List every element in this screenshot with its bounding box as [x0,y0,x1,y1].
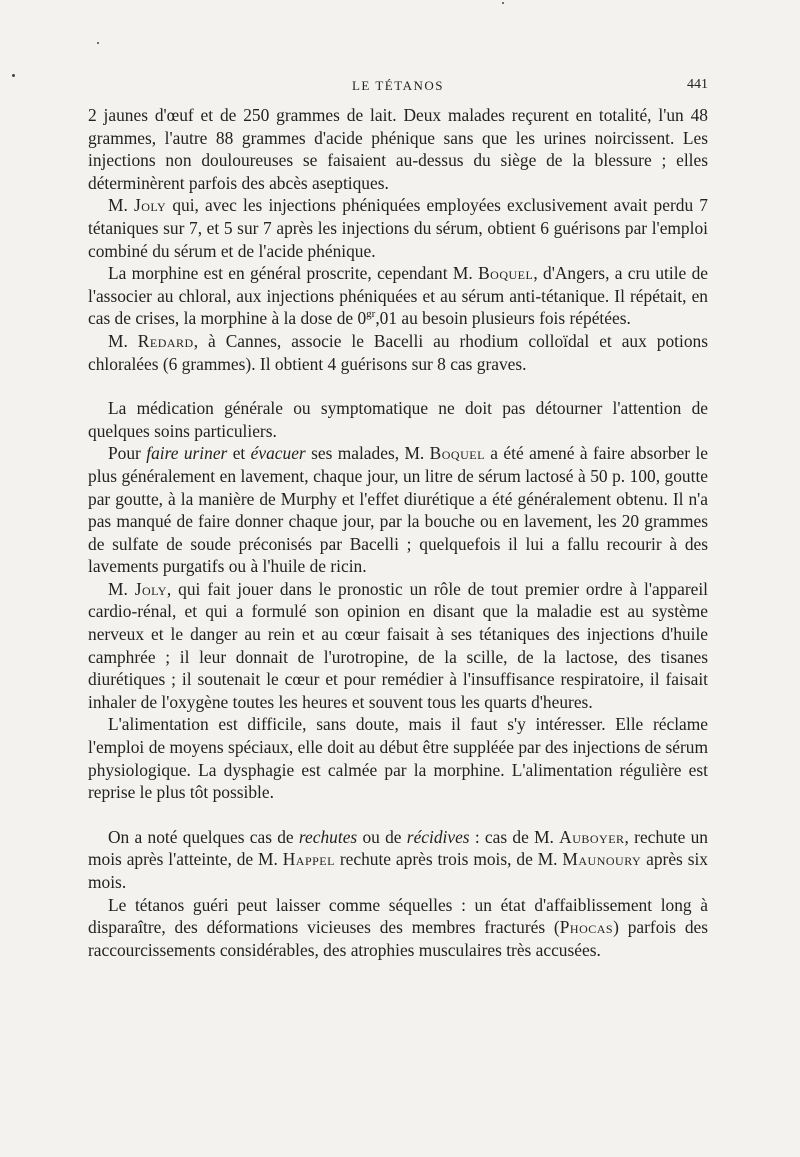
paragraph [88,894,708,962]
text-run: , qui fait jouer dans le pronostic un rôle de tout premier ordre à l'appareil cardio-rénal, et qui a formulé son opinion en disant que la maladie est au système nerveux et le danger au rein et au cœur faisait à ses tétaniques des injections d'huile camphrée ; il leur donnait de l'urotropine, de la scille, de la lactose, des tisanes diurétiques ; il soutenait le cœur et pour remédier à l'insuffisance respiratoire, il faisait inhaler de l'oxygène toutes les heures et souvent tous les quarts d'heures. [88,578,708,712]
paragraph [88,104,708,194]
scan-speck [502,2,504,4]
text-run: a été amené à faire absorber le plus généralement en lavement, chaque jour, un litre de sérum lactosé à 50 p. 100, goutte par goutte, à la manière de Murphy et l'effet diurétique a été généralement obtenu. Il n'a pas manqué de faire donner chaque jour, par la bouche ou en lavement, les 20 grammes de sulfate de soude préconisés par Bacelli ; quelquefois il lui a fallu recourir à des lavements purgatifs ou à l'huile de ricin. [88,443,709,577]
text-run: M. [108,578,135,599]
author-name: Redard [137,330,194,351]
paragraph [88,578,708,714]
text-run: ) parfois des raccourcissements considérables, des atrophies musculaires très accusées. [88,917,709,960]
text-run: M. [108,330,138,351]
author-name: Joly [134,578,167,599]
text-run: après six mois. [88,849,708,892]
text-run: L'alimentation est difficile, sans doute, mais il faut s'y intéresser. Elle réclame l'emploi de moyens spéciaux, elle doit au début être suppléée par des injections de sérum physiologique. La dysphagie est calmée par la morphine. L'alimentation régulière est reprise le plus tôt possible. [88,714,708,803]
text-run: 2 jaunes d'œuf et de 250 grammes de lait. Deux malades reçurent en totalité, l'un 48 grammes, l'autre 88 grammes d'acide phénique sans que les urines noircissent. Les injections non douloureuses se faisaient au-dessus du siège de la blessure ; elles déterminèrent parfois des abcès aseptiques. [88,105,708,193]
paragraph [88,442,708,578]
text-run: ou de [357,826,407,847]
body-text [88,104,708,961]
emphasis-text: faire uriner [146,443,228,464]
page-number: 441 [687,77,708,92]
emphasis-text: rechutes [298,826,358,847]
text-run: rechute après trois mois, de M. [334,849,563,870]
text-run: Pour [108,443,147,464]
page-content [88,74,708,961]
text-run: , à Cannes, associe le Bacelli au rhodium colloïdal et aux potions chloralées (6 grammes). Il obtient 4 guérisons sur 8 cas graves. [88,330,708,374]
author-name: Joly [133,195,167,216]
paragraph [88,194,708,262]
text-run: La médication générale ou symptomatique ne doit pas détourner l'attention de quelques soins particuliers. [88,398,708,441]
emphasis-text: récidives [406,826,470,847]
author-name: Happel [282,849,335,870]
text-run: qui, avec les injections phéniquées employées exclusivement avait perdu 7 tétaniques sur 7, et 5 sur 7 après les injections du sérum, obtient 6 guérisons par l'emploi combiné du sérum et de l'acide phénique. [88,195,708,261]
author-name: Boquel [429,443,485,464]
paragraph [88,330,708,375]
paragraph [88,713,708,803]
author-name: Phocas [559,917,614,938]
paragraph [88,262,708,330]
text-run: et [227,443,251,464]
scan-speck [97,42,99,44]
text-run: : cas de M. [469,826,560,847]
text-run: ses malades, M. [305,443,430,464]
text-run: Le tétanos guéri peut laisser comme séquelles : un état d'affaiblissement long à disparaître, des déformations vicieuses des membres fracturés ( [88,894,708,938]
paragraph [88,397,708,442]
text-run: On a noté quelques cas de [108,826,299,847]
scan-speck [12,74,15,77]
text-run: La morphine est en général proscrite, cependant M. [108,263,479,284]
emphasis-text: évacuer [250,443,306,464]
paragraph [88,826,708,894]
author-name: Boquel [478,263,534,284]
text-run: M. [108,195,134,216]
text-run: , d'Angers, a cru utile de l'associer au chloral, aux injections phéniquées et au sérum anti-tétanique. Il répétait, en cas de crises, la morphine à la dose de 0 [88,263,708,329]
running-title: LE TÉTANOS [351,78,445,93]
author-name: Maunoury [562,849,642,870]
text-run: gr [366,308,376,321]
page-header [88,74,708,98]
section-gap [88,375,708,397]
section-gap [88,804,708,826]
author-name: Auboyer [559,826,625,847]
text-run: ,01 au besoin plusieurs fois répétées. [375,308,631,329]
text-run: , rechute un mois après l'atteinte, de M. [88,826,708,870]
